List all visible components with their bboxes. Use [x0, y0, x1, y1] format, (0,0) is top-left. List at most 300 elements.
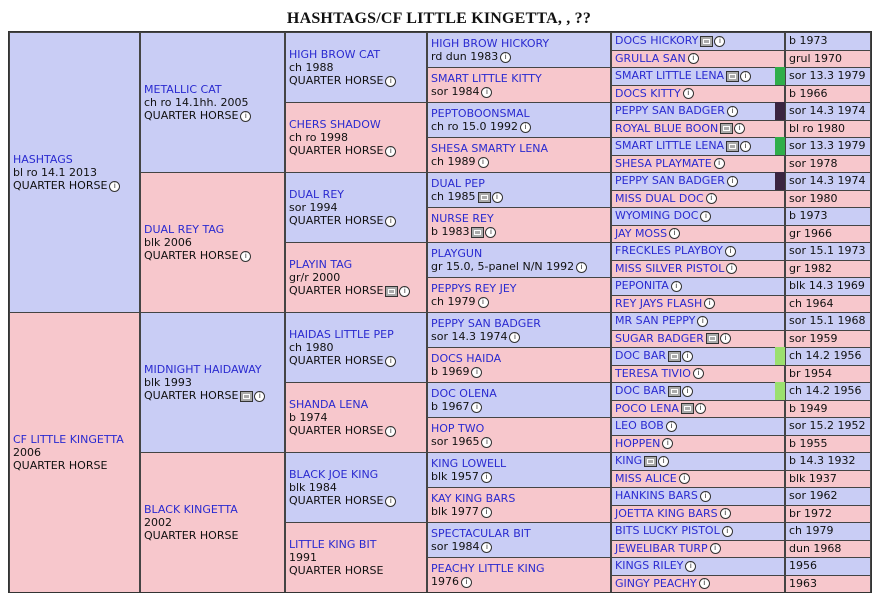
gen4-horse-cell: [611, 575, 785, 594]
gen4-horse-cell: [611, 155, 785, 174]
gen4-horse-cell: [611, 417, 785, 436]
info-circle-icon[interactable]: i: [471, 402, 482, 413]
gen3-horse-cell: [427, 102, 611, 138]
horse-name-link[interactable]: PEPPY SAN BADGER: [431, 316, 541, 330]
horse-detail: QUARTER HORSE: [144, 108, 239, 122]
video-icon[interactable]: [726, 141, 739, 152]
birth-year-cell: ch 1979: [785, 522, 871, 541]
info-circle-icon[interactable]: i: [662, 438, 673, 449]
horse-name-link[interactable]: REY JAYS FLASH: [615, 296, 703, 310]
horse-detail: sor 1984: [431, 539, 480, 553]
gen4-horse-cell: [611, 277, 785, 296]
horse-detail: QUARTER HORSE: [144, 248, 239, 262]
horse-detail: gr 15.0, 5-panel N/N 1992: [431, 259, 575, 273]
horse-detail-line: [289, 354, 423, 368]
horse-detail-line: [431, 155, 607, 169]
horse-name-line: [431, 387, 607, 400]
birth-year-cell: ch 14.2 1956: [785, 347, 871, 366]
gen4-horse-cell: [611, 522, 785, 541]
info-circle-icon[interactable]: i: [109, 181, 120, 192]
info-circle-icon[interactable]: i: [682, 386, 693, 397]
horse-detail: ch 1979: [431, 294, 476, 308]
horse-detail: ch ro 1998: [289, 130, 349, 144]
birth-year-cell: sor 1978: [785, 155, 871, 174]
video-icon[interactable]: [644, 456, 657, 467]
info-circle-icon[interactable]: i: [693, 368, 704, 379]
video-icon[interactable]: [706, 333, 719, 344]
horse-detail-line: [289, 271, 423, 284]
horse-name-link[interactable]: CF LITTLE KINGETTA: [13, 432, 124, 446]
horse-name-link[interactable]: METALLIC CAT: [144, 82, 222, 96]
horse-name-line: [615, 139, 751, 152]
gen4-horse-cell: [611, 312, 785, 331]
info-circle-icon[interactable]: i: [481, 87, 492, 98]
horse-name-line: [615, 367, 704, 380]
info-circle-icon[interactable]: i: [683, 88, 694, 99]
horse-name-link[interactable]: GRULLA SAN: [615, 51, 686, 65]
info-circle-icon[interactable]: i: [726, 263, 737, 274]
horse-detail-line: [289, 61, 423, 74]
horse-name-link[interactable]: NURSE REY: [431, 211, 494, 225]
horse-name-link[interactable]: PEPPY SAN BADGER: [615, 174, 725, 187]
gen2-horse-cell: [285, 172, 427, 243]
horse-name-line: [615, 209, 711, 222]
horse-detail: QUARTER HORSE: [144, 388, 239, 402]
info-circle-icon[interactable]: i: [666, 421, 677, 432]
horse-name-link[interactable]: PLAYIN TAG: [289, 257, 353, 271]
gen3-horse-cell: [427, 487, 611, 523]
horse-detail-line: [431, 190, 607, 204]
info-circle-icon[interactable]: i: [461, 577, 472, 588]
gen4-horse-cell: [611, 557, 785, 576]
info-circle-icon[interactable]: i: [520, 122, 531, 133]
horse-detail-line: [431, 85, 607, 99]
horse-detail: b 1969: [431, 364, 470, 378]
info-circle-icon[interactable]: i: [478, 297, 489, 308]
info-circle-icon[interactable]: i: [481, 437, 492, 448]
gen2-horse-cell: [285, 452, 427, 523]
horse-name-link[interactable]: LITTLE KING BIT: [289, 537, 377, 551]
birth-year-cell: sor 1959: [785, 330, 871, 349]
horse-name-line: [289, 258, 423, 271]
horse-name-link[interactable]: DOC BAR: [615, 349, 667, 362]
horse-name-line: [615, 577, 710, 590]
horse-name-link[interactable]: DOC OLENA: [431, 386, 497, 400]
horse-name-line: [289, 188, 423, 201]
gen3-horse-cell: [427, 557, 611, 593]
video-icon[interactable]: [471, 227, 484, 238]
horse-detail: 2002: [144, 515, 172, 529]
birth-year-cell: sor 14.3 1974: [785, 172, 871, 191]
horse-detail: 1991: [289, 550, 317, 564]
horse-name-link[interactable]: MISS DUAL DOC: [615, 191, 704, 205]
horse-detail: blk 2006: [144, 235, 192, 249]
info-circle-icon[interactable]: i: [700, 491, 711, 502]
horse-name-line: [289, 118, 423, 131]
horse-name-line: [615, 227, 680, 240]
horse-name-line: [289, 398, 423, 411]
horse-name-link[interactable]: KING LOWELL: [431, 456, 507, 470]
birth-year-cell: sor 1980: [785, 190, 871, 209]
horse-detail: QUARTER HORSE: [13, 178, 108, 192]
gen4-horse-cell: [611, 260, 785, 279]
info-circle-icon[interactable]: i: [481, 507, 492, 518]
gen3-horse-cell: [427, 67, 611, 103]
horse-detail-line: [289, 341, 423, 354]
horse-name-line: [615, 402, 706, 415]
gen2-horse-cell: [285, 242, 427, 313]
horse-name-line: [431, 282, 607, 295]
horse-name-link[interactable]: BITS LUCKY PISTOL: [615, 524, 720, 537]
info-circle-icon[interactable]: i: [727, 106, 738, 117]
info-circle-icon[interactable]: i: [722, 526, 733, 537]
horse-name-link[interactable]: POCO LENA: [615, 401, 679, 415]
horse-detail: sor 1984: [431, 84, 480, 98]
horse-detail-line: [144, 516, 281, 529]
info-circle-icon[interactable]: i: [685, 561, 696, 572]
birth-year-cell: b 1966: [785, 85, 871, 104]
horse-name-link[interactable]: LEO BOB: [615, 419, 664, 432]
info-circle-icon[interactable]: i: [471, 367, 482, 378]
horse-name-line: [615, 419, 677, 432]
horse-name-line: [615, 524, 733, 537]
info-circle-icon[interactable]: i: [734, 123, 745, 134]
horse-detail: ch ro 15.0 1992: [431, 119, 519, 133]
horse-name-link[interactable]: DUAL REY: [289, 187, 344, 201]
info-circle-icon[interactable]: i: [740, 71, 751, 82]
horse-detail-line: [13, 166, 136, 179]
horse-detail-line: [289, 481, 423, 494]
video-icon[interactable]: [478, 192, 491, 203]
horse-name-link[interactable]: HOPPEN: [615, 436, 661, 450]
horse-detail-line: [431, 225, 607, 239]
info-circle-icon[interactable]: i: [254, 391, 265, 402]
info-circle-icon[interactable]: i: [714, 36, 725, 47]
info-circle-icon[interactable]: i: [485, 227, 496, 238]
info-circle-icon[interactable]: i: [671, 281, 682, 292]
info-circle-icon[interactable]: i: [385, 496, 396, 507]
birth-year-cell: ch 1964: [785, 295, 871, 314]
horse-name-line: [289, 48, 423, 61]
gen4-horse-cell: [611, 330, 785, 349]
gen3-horse-cell: [427, 347, 611, 383]
horse-name-link[interactable]: WYOMING DOC: [615, 209, 699, 222]
horse-name-line: [615, 244, 736, 257]
gen4-horse-cell: [611, 225, 785, 244]
info-circle-icon[interactable]: i: [669, 228, 680, 239]
birth-year-cell: b 1949: [785, 400, 871, 419]
horse-name-link[interactable]: BLACK JOE KING: [289, 467, 379, 481]
gen3-horse-cell: [427, 522, 611, 558]
video-icon[interactable]: [240, 391, 253, 402]
horse-name-link[interactable]: PEPONITA: [615, 279, 669, 292]
gen2-horse-cell: [285, 32, 427, 103]
horse-name-line: [431, 352, 607, 365]
gen4-horse-cell: [611, 347, 785, 366]
gen2-horse-cell: [285, 522, 427, 593]
gen4-horse-cell: [611, 400, 785, 419]
horse-name-link[interactable]: KAY KING BARS: [431, 491, 516, 505]
horse-name-link[interactable]: SHANDA LENA: [289, 397, 369, 411]
horse-detail: 2006: [13, 445, 41, 459]
birth-year-cell: br 1972: [785, 505, 871, 524]
horse-name-line: [615, 262, 737, 275]
horse-detail: ch 1980: [289, 340, 334, 354]
horse-detail-line: [144, 389, 281, 403]
horse-detail: sor 14.3 1974: [431, 329, 508, 343]
horse-name-line: [144, 223, 281, 236]
horse-detail-line: [431, 470, 607, 484]
info-circle-icon[interactable]: i: [576, 262, 587, 273]
gen3-horse-cell: [427, 452, 611, 488]
horse-name-link[interactable]: MR SAN PEPPY: [615, 314, 696, 327]
horse-name-line: [615, 297, 715, 310]
horse-name-link[interactable]: GINGY PEACHY: [615, 576, 697, 590]
horse-detail: ch 1988: [289, 60, 334, 74]
info-circle-icon[interactable]: i: [697, 316, 708, 327]
video-icon[interactable]: [385, 286, 398, 297]
info-circle-icon[interactable]: i: [500, 52, 511, 63]
info-circle-icon[interactable]: i: [688, 53, 699, 64]
horse-detail-line: [144, 249, 281, 263]
horse-name-link[interactable]: DUAL PEP: [431, 176, 485, 190]
horse-detail-line: [431, 365, 607, 379]
info-circle-icon[interactable]: i: [714, 158, 725, 169]
horse-name-line: [615, 314, 708, 327]
horse-name-link[interactable]: PLAYGUN: [431, 246, 483, 260]
birth-year-cell: blk 14.3 1969: [785, 277, 871, 296]
gen3-horse-cell: [427, 312, 611, 348]
horse-detail-line: [289, 131, 423, 144]
horse-name-line: [431, 317, 607, 330]
horse-detail: rd dun 1983: [431, 49, 499, 63]
horse-detail: QUARTER HORSE: [289, 213, 384, 227]
horse-name-link[interactable]: HAIDAS LITTLE PEP: [289, 327, 394, 341]
horse-name-link[interactable]: SHESA PLAYMATE: [615, 156, 712, 170]
info-circle-icon[interactable]: i: [385, 216, 396, 227]
birth-year-cell: sor 1962: [785, 487, 871, 506]
horse-detail-line: [289, 201, 423, 214]
gen4-horse-cell: [611, 207, 785, 226]
horse-name-link[interactable]: SMART LITTLE LENA: [615, 139, 725, 152]
gen4-horse-cell: [611, 452, 785, 471]
horse-detail-line: [13, 446, 136, 459]
horse-name-link[interactable]: DOCS HAIDA: [431, 351, 502, 365]
horse-detail: ch 1989: [431, 154, 476, 168]
info-circle-icon[interactable]: i: [710, 543, 721, 554]
info-circle-icon[interactable]: i: [240, 111, 251, 122]
info-circle-icon[interactable]: i: [385, 356, 396, 367]
video-icon[interactable]: [726, 71, 739, 82]
horse-detail-line: [144, 376, 281, 389]
horse-name-link[interactable]: PEPTOBOONSMAL: [431, 106, 530, 120]
info-circle-icon[interactable]: i: [492, 192, 503, 203]
horse-name-line: [615, 507, 731, 520]
birth-year-cell: gr 1982: [785, 260, 871, 279]
horse-detail-line: [289, 564, 423, 577]
horse-name-link[interactable]: JAY MOSS: [615, 226, 668, 240]
info-circle-icon[interactable]: i: [725, 246, 736, 257]
gen4-horse-cell: [611, 50, 785, 69]
horse-detail-line: [431, 435, 607, 449]
horse-name-link[interactable]: HIGH BROW CAT: [289, 47, 381, 61]
horse-detail: 1976: [431, 574, 459, 588]
horse-name-link[interactable]: KINGS RILEY: [615, 559, 684, 572]
horse-detail: b 1967: [431, 399, 470, 413]
gen3-horse-cell: [427, 242, 611, 278]
horse-name-link[interactable]: SMART LITTLE KITTY: [431, 71, 542, 85]
gen3-horse-cell: [427, 207, 611, 243]
horse-name-link[interactable]: ROYAL BLUE BOON: [615, 121, 719, 135]
horse-name-line: [289, 538, 423, 551]
birth-year-cell: dun 1968: [785, 540, 871, 559]
horse-name-line: [13, 433, 136, 446]
gen4-horse-cell: [611, 487, 785, 506]
horse-name-link[interactable]: PEACHY LITTLE KING: [431, 561, 545, 575]
horse-name-line: [615, 472, 690, 485]
pedigree-title: HASHTAGS/CF LITTLE KINGETTA, , ??: [286, 10, 592, 27]
horse-detail: sor 1994: [289, 200, 338, 214]
info-circle-icon[interactable]: i: [385, 426, 396, 437]
horse-detail-line: [289, 411, 423, 424]
info-circle-icon[interactable]: i: [509, 332, 520, 343]
horse-name-link[interactable]: DOCS KITTY: [615, 86, 681, 100]
horse-name-line: [289, 328, 423, 341]
video-icon[interactable]: [720, 123, 733, 134]
horse-name-link[interactable]: CHERS SHADOW: [289, 117, 381, 131]
birth-year-cell: sor 14.3 1974: [785, 102, 871, 121]
horse-detail: QUARTER HORSE: [289, 73, 384, 87]
horse-name-link[interactable]: MIDNIGHT HAIDAWAY: [144, 362, 262, 376]
video-icon[interactable]: [700, 36, 713, 47]
video-icon[interactable]: [681, 403, 694, 414]
info-circle-icon[interactable]: i: [679, 473, 690, 484]
info-circle-icon[interactable]: i: [481, 542, 492, 553]
video-icon[interactable]: [668, 386, 681, 397]
birth-year-cell: b 1955: [785, 435, 871, 454]
horse-detail: blk 1984: [289, 480, 337, 494]
birth-year-cell: sor 15.2 1952: [785, 417, 871, 436]
horse-detail: QUARTER HORSE: [144, 529, 239, 543]
horse-name-link[interactable]: MISS ALICE: [615, 471, 677, 485]
horse-name-link[interactable]: SUGAR BADGER: [615, 331, 704, 345]
gen4-horse-cell: [611, 67, 785, 86]
info-circle-icon[interactable]: i: [695, 403, 706, 414]
gen4-horse-cell: [611, 242, 785, 261]
birth-year-cell: b 14.3 1932: [785, 452, 871, 471]
info-circle-icon[interactable]: i: [240, 251, 251, 262]
info-circle-icon[interactable]: i: [699, 578, 710, 589]
horse-detail: ch 1985: [431, 189, 476, 203]
birth-year-cell: sor 13.3 1979: [785, 137, 871, 156]
horse-detail-line: [289, 494, 423, 508]
horse-detail-line: [431, 540, 607, 554]
info-circle-icon[interactable]: i: [682, 351, 693, 362]
birth-year-cell: sor 15.1 1968: [785, 312, 871, 331]
horse-name-link[interactable]: PEPPY SAN BADGER: [615, 104, 725, 117]
gen4-horse-cell: [611, 120, 785, 139]
info-circle-icon[interactable]: i: [481, 472, 492, 483]
horse-name-link[interactable]: JEWELIBAR TURP: [615, 541, 708, 555]
horse-name-link[interactable]: BLACK KINGETTA: [144, 502, 238, 516]
horse-name-link[interactable]: HIGH BROW HICKORY: [431, 36, 550, 50]
horse-name-line: [615, 559, 696, 572]
horse-name-link[interactable]: DUAL REY TAG: [144, 222, 225, 236]
video-icon[interactable]: [668, 351, 681, 362]
horse-name-link[interactable]: DOCS HICKORY: [615, 34, 699, 47]
birth-year-cell: 1963: [785, 575, 871, 594]
horse-name-link[interactable]: JOETTA KING BARS: [615, 506, 718, 520]
horse-name-line: [615, 69, 751, 82]
horse-name-line: [431, 212, 607, 225]
horse-detail: QUARTER HORSE: [289, 493, 384, 507]
birth-year-cell: grul 1970: [785, 50, 871, 69]
info-circle-icon[interactable]: i: [720, 333, 731, 344]
horse-name-link[interactable]: KING: [615, 454, 643, 467]
horse-name-link[interactable]: FRECKLES PLAYBOY: [615, 244, 723, 257]
info-circle-icon[interactable]: i: [740, 141, 751, 152]
horse-name-link[interactable]: HASHTAGS: [13, 152, 73, 166]
horse-name-line: [615, 87, 694, 100]
info-circle-icon[interactable]: i: [385, 146, 396, 157]
info-circle-icon[interactable]: i: [720, 508, 731, 519]
horse-name-line: [615, 104, 738, 117]
horse-name-link[interactable]: HOP TWO: [431, 421, 485, 435]
info-circle-icon[interactable]: i: [727, 176, 738, 187]
gen0-horse-cell: [9, 312, 140, 593]
info-circle-icon[interactable]: i: [706, 193, 717, 204]
gen3-horse-cell: [427, 417, 611, 453]
horse-detail-line: [144, 529, 281, 542]
pedigree-chart: [8, 31, 872, 593]
gen2-horse-cell: [285, 382, 427, 453]
info-circle-icon[interactable]: i: [385, 76, 396, 87]
gen4-horse-cell: [611, 365, 785, 384]
birth-year-cell: b 1973: [785, 32, 871, 51]
horse-detail: QUARTER HORSE: [289, 353, 384, 367]
info-circle-icon[interactable]: i: [658, 456, 669, 467]
horse-name-line: [144, 503, 281, 516]
horse-name-link[interactable]: SHESA SMARTY LENA: [431, 141, 549, 155]
horse-name-line: [615, 122, 745, 135]
horse-name-link[interactable]: SPECTACULAR BIT: [431, 526, 531, 540]
info-circle-icon[interactable]: i: [399, 286, 410, 297]
horse-name-line: [431, 492, 607, 505]
horse-name-link[interactable]: HANKINS BARS: [615, 489, 698, 502]
horse-name-line: [431, 177, 607, 190]
horse-detail-line: [13, 459, 136, 472]
info-circle-icon[interactable]: i: [700, 211, 711, 222]
gen4-horse-cell: [611, 172, 785, 191]
horse-name-link[interactable]: MISS SILVER PISTOL: [615, 261, 725, 275]
birth-year-cell: ch 14.2 1956: [785, 382, 871, 401]
gen3-horse-cell: [427, 32, 611, 68]
horse-detail-line: [431, 330, 607, 344]
horse-detail: sor 1965: [431, 434, 480, 448]
horse-name-link[interactable]: DOC BAR: [615, 384, 667, 397]
horse-detail: QUARTER HORSE: [289, 143, 384, 157]
horse-name-line: [431, 37, 607, 50]
info-circle-icon[interactable]: i: [704, 298, 715, 309]
info-circle-icon[interactable]: i: [478, 157, 489, 168]
horse-name-link[interactable]: TERESA TIVIO: [615, 366, 691, 380]
horse-name-link[interactable]: SMART LITTLE LENA: [615, 69, 725, 82]
horse-name-link[interactable]: PEPPYS REY JEY: [431, 281, 517, 295]
horse-detail-line: [289, 144, 423, 158]
gen1-horse-cell: [140, 312, 285, 453]
horse-name-line: [615, 34, 725, 47]
gen3-horse-cell: [427, 172, 611, 208]
